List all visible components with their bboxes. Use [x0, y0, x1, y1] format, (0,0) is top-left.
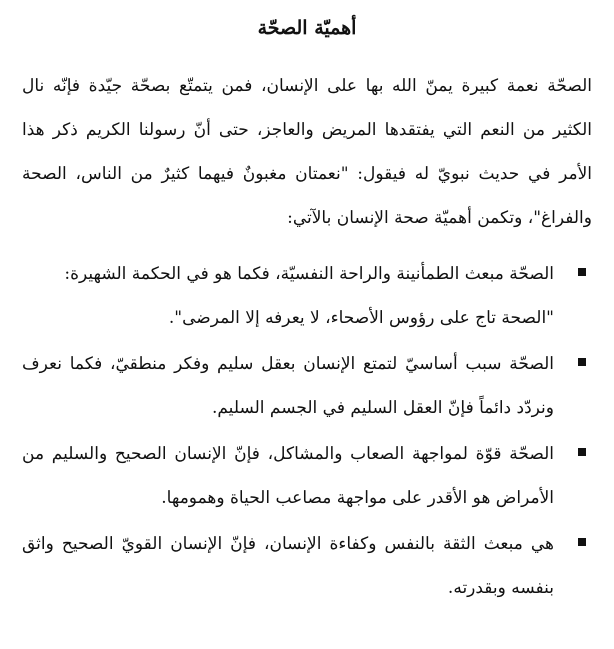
bullet-list: [22, 252, 592, 610]
page-title: أهميّة الصحّة: [257, 17, 357, 39]
square-bullet-icon: [578, 538, 586, 546]
intro-paragraph: الصحّة نعمة كبيرة يمنّ الله بها على الإنسان، فمن يتمتّع بصحّة جيّدة فإنّه نال الكثير من النعم التي يفتقدها المريض والعاجز، حتى أنّ رسولنا الكريم ذكر هذا الأمر في حديث نبويّ له فيقول: "نعمتان مغبونٌ فيهما كثيرٌ من الناس، الصحة والفراغ"، وتكمن أهميّة صحة الإنسان بالآتي:: [22, 76, 592, 228]
list-item: [22, 522, 592, 610]
list-item-text: الصحّة مبعث الطمأنينة والراحة النفسيّة، فكما هو في الحكمة الشهيرة:: [64, 264, 554, 284]
list-item: [22, 252, 592, 340]
list-item-text: الصحّة قوّة لمواجهة الصعاب والمشاكل، فإنّ الإنسان الصحيح والسليم من الأمراض هو الأقدر على مواجهة مصاعب الحياة وهمومها.: [22, 444, 554, 508]
list-item-text: هي مبعث الثقة بالنفس وكفاءة الإنسان، فإنّ الإنسان القويّ الصحيح واثق بنفسه وبقدرته.: [22, 534, 554, 598]
square-bullet-icon: [578, 268, 586, 276]
square-bullet-icon: [578, 358, 586, 366]
list-item-text: الصحّة سبب أساسيّ لتمتع الإنسان بعقل سليم وفكر منطقيّ، فكما نعرف ونردّد دائماً فإنّ العقل السليم في الجسم السليم.: [22, 354, 554, 418]
list-item: [22, 342, 592, 430]
list-item: [22, 432, 592, 520]
square-bullet-icon: [578, 448, 586, 456]
list-item-quote: "الصحة تاج على رؤوس الأصحاء، لا يعرفه إلا المرضى".: [168, 308, 554, 328]
